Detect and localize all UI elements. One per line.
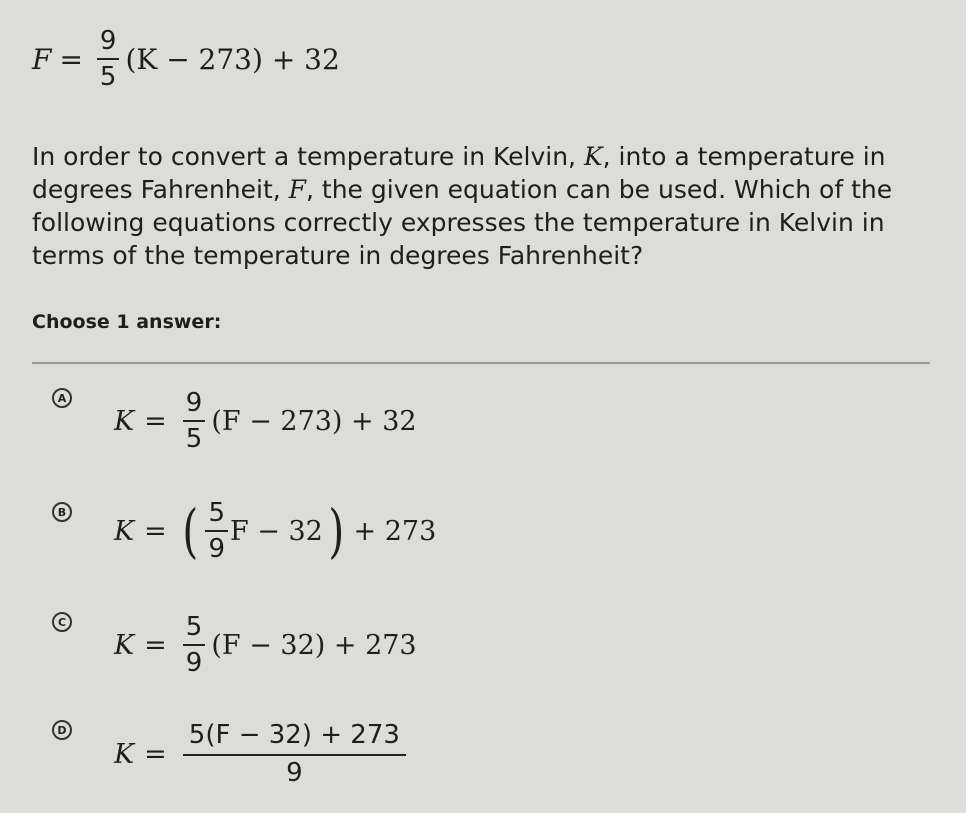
option-a-radio[interactable]: A [52, 388, 72, 408]
given-numerator: 9 [97, 28, 120, 60]
question-var-f: F [288, 175, 307, 204]
option-b[interactable] [48, 494, 928, 584]
option-b-open-paren: ( [182, 497, 199, 565]
option-b-numerator: 5 [205, 500, 228, 532]
option-a-equals: = [144, 405, 167, 437]
option-b-close-paren: ) [328, 497, 345, 565]
option-c-equation [114, 614, 417, 676]
option-d-radio[interactable]: D [52, 720, 72, 740]
option-c-rest: (F − 32) + 273 [211, 629, 417, 661]
option-b-inner: F − 32 [229, 515, 323, 547]
option-b-rest: + 273 [353, 515, 437, 547]
question-part3: , the given equation can be used. Which of the following equations correctly expresses the temperature in Kelvin in terms of the temperature in degrees Fahrenheit? [32, 175, 893, 270]
option-d-equation [114, 722, 412, 786]
option-b-equation [114, 497, 437, 565]
option-c-lhs: K [114, 629, 135, 661]
given-rest: (K − 273) + 32 [125, 42, 340, 76]
question-part2: , into a temperature in degrees Fahrenheit, [32, 142, 886, 204]
option-a-lhs: K [114, 405, 135, 437]
question-var-k: K [583, 142, 603, 171]
option-d-lhs: K [114, 738, 135, 770]
option-c-fraction [183, 614, 206, 676]
option-b-lhs: K [114, 515, 135, 547]
option-c-numerator: 5 [183, 614, 206, 646]
given-lhs: F [32, 42, 52, 76]
question-text [32, 140, 952, 272]
option-c-radio[interactable]: C [52, 612, 72, 632]
question-part1: In order to convert a temperature in Kelvin, [32, 142, 584, 171]
option-c-equals: = [144, 629, 167, 661]
option-d-fraction [183, 722, 406, 786]
option-d-denominator: 9 [286, 758, 303, 788]
option-a-numerator: 9 [183, 390, 206, 422]
option-b-denominator: 9 [208, 534, 225, 564]
option-c-denominator: 9 [185, 648, 203, 678]
option-b-radio[interactable]: B [52, 502, 72, 522]
option-a-rest: (F − 273) + 32 [211, 405, 417, 437]
given-equals: = [59, 42, 83, 76]
choose-answer-label: Choose 1 answer: [32, 311, 222, 333]
option-a-equation [114, 390, 417, 452]
option-b-equals: = [144, 515, 167, 547]
option-a-fraction [183, 390, 206, 452]
given-denominator: 5 [99, 62, 117, 92]
option-c[interactable] [48, 608, 928, 698]
option-d-equals: = [144, 738, 167, 770]
option-b-fraction [205, 500, 228, 562]
option-a-denominator: 5 [185, 424, 203, 454]
option-d-numerator: 5(F − 32) + 273 [183, 722, 406, 756]
given-equation [32, 28, 340, 90]
divider [32, 362, 930, 364]
option-a[interactable] [48, 384, 928, 474]
given-fraction [97, 28, 120, 90]
option-d[interactable] [48, 716, 928, 806]
